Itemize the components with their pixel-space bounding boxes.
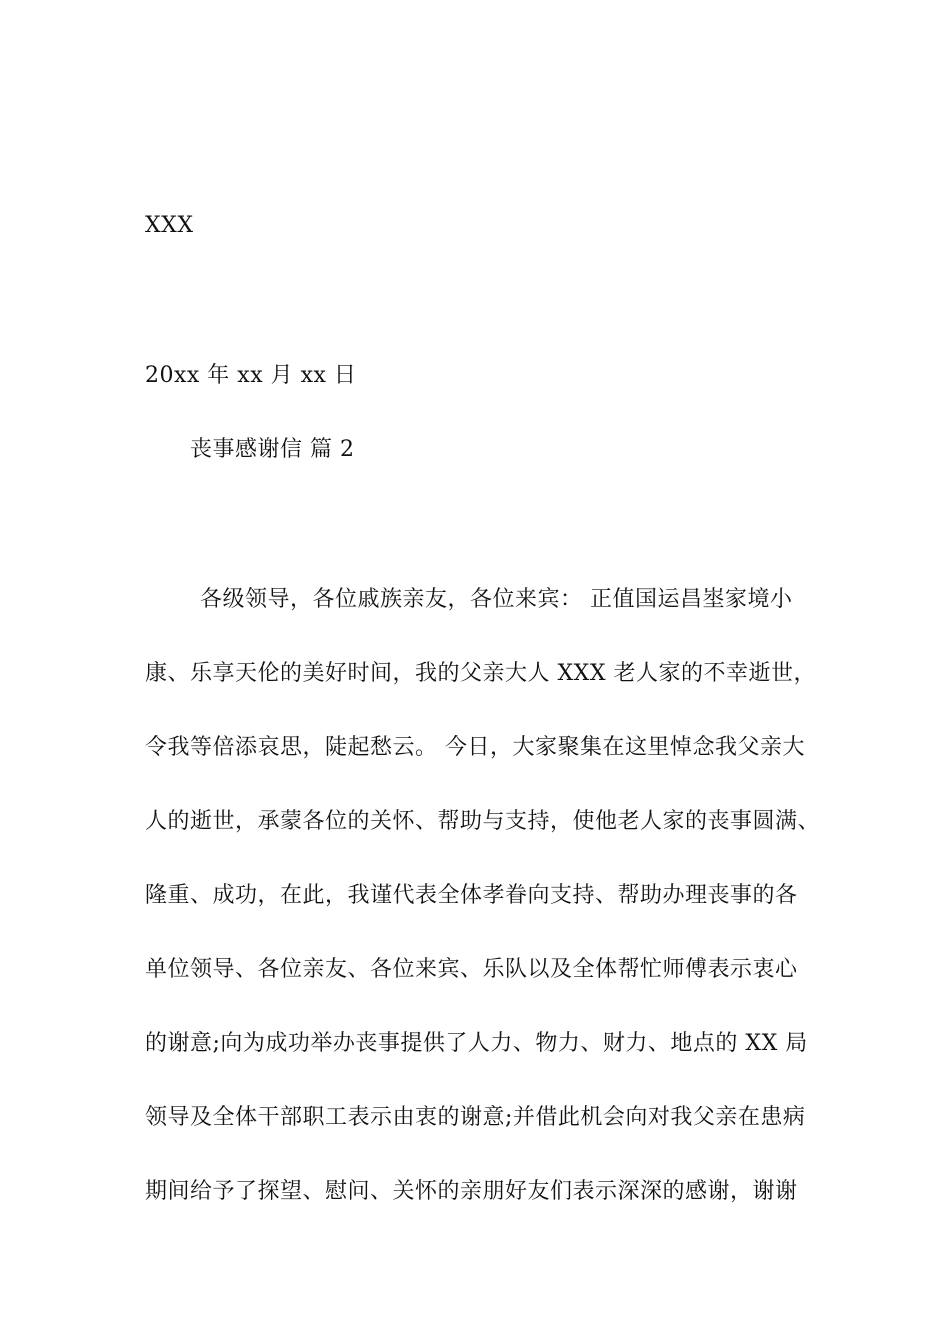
signature-text: XXX <box>145 213 194 238</box>
date-text: 20xx 年 xx 月 xx 日 <box>145 363 357 388</box>
paragraph-line-7: 的谢意;向为成功举办丧事提供了人力、物力、财力、地点的 XX 局 <box>145 1031 808 1056</box>
paragraph-line-6: 单位领导、各位亲友、各位来宾、乐队以及全体帮忙师傅表示衷心 <box>145 957 798 982</box>
paragraph-line-4: 人的逝世，承蒙各位的关怀、帮助与支持，使他老人家的丧事圆满、 <box>145 809 821 834</box>
paragraph-line-8: 领导及全体干部职工表示由衷的谢意;并借此机会向对我父亲在患病 <box>145 1105 806 1130</box>
paragraph-line-9: 期间给予了探望、慰问、关怀的亲朋好友们表示深深的感谢，谢谢 <box>145 1179 798 1204</box>
paragraph-line-1: 各级领导，各位戚族亲友，各位来宾： 正值国运昌埊家境小 <box>200 587 793 612</box>
paragraph-line-5: 隆重、成功，在此，我谨代表全体孝眷向支持、帮助办理丧事的各 <box>145 883 798 908</box>
paragraph-line-2: 康、乐享天伦的美好时间，我的父亲大人 XXX 老人家的不幸逝世， <box>145 661 816 686</box>
paragraph-line-3: 令我等倍添哀思，陡起愁云。 今日，大家聚集在这里悼念我父亲大 <box>145 735 805 760</box>
section-heading: 丧事感谢信 篇 2 <box>190 437 355 462</box>
